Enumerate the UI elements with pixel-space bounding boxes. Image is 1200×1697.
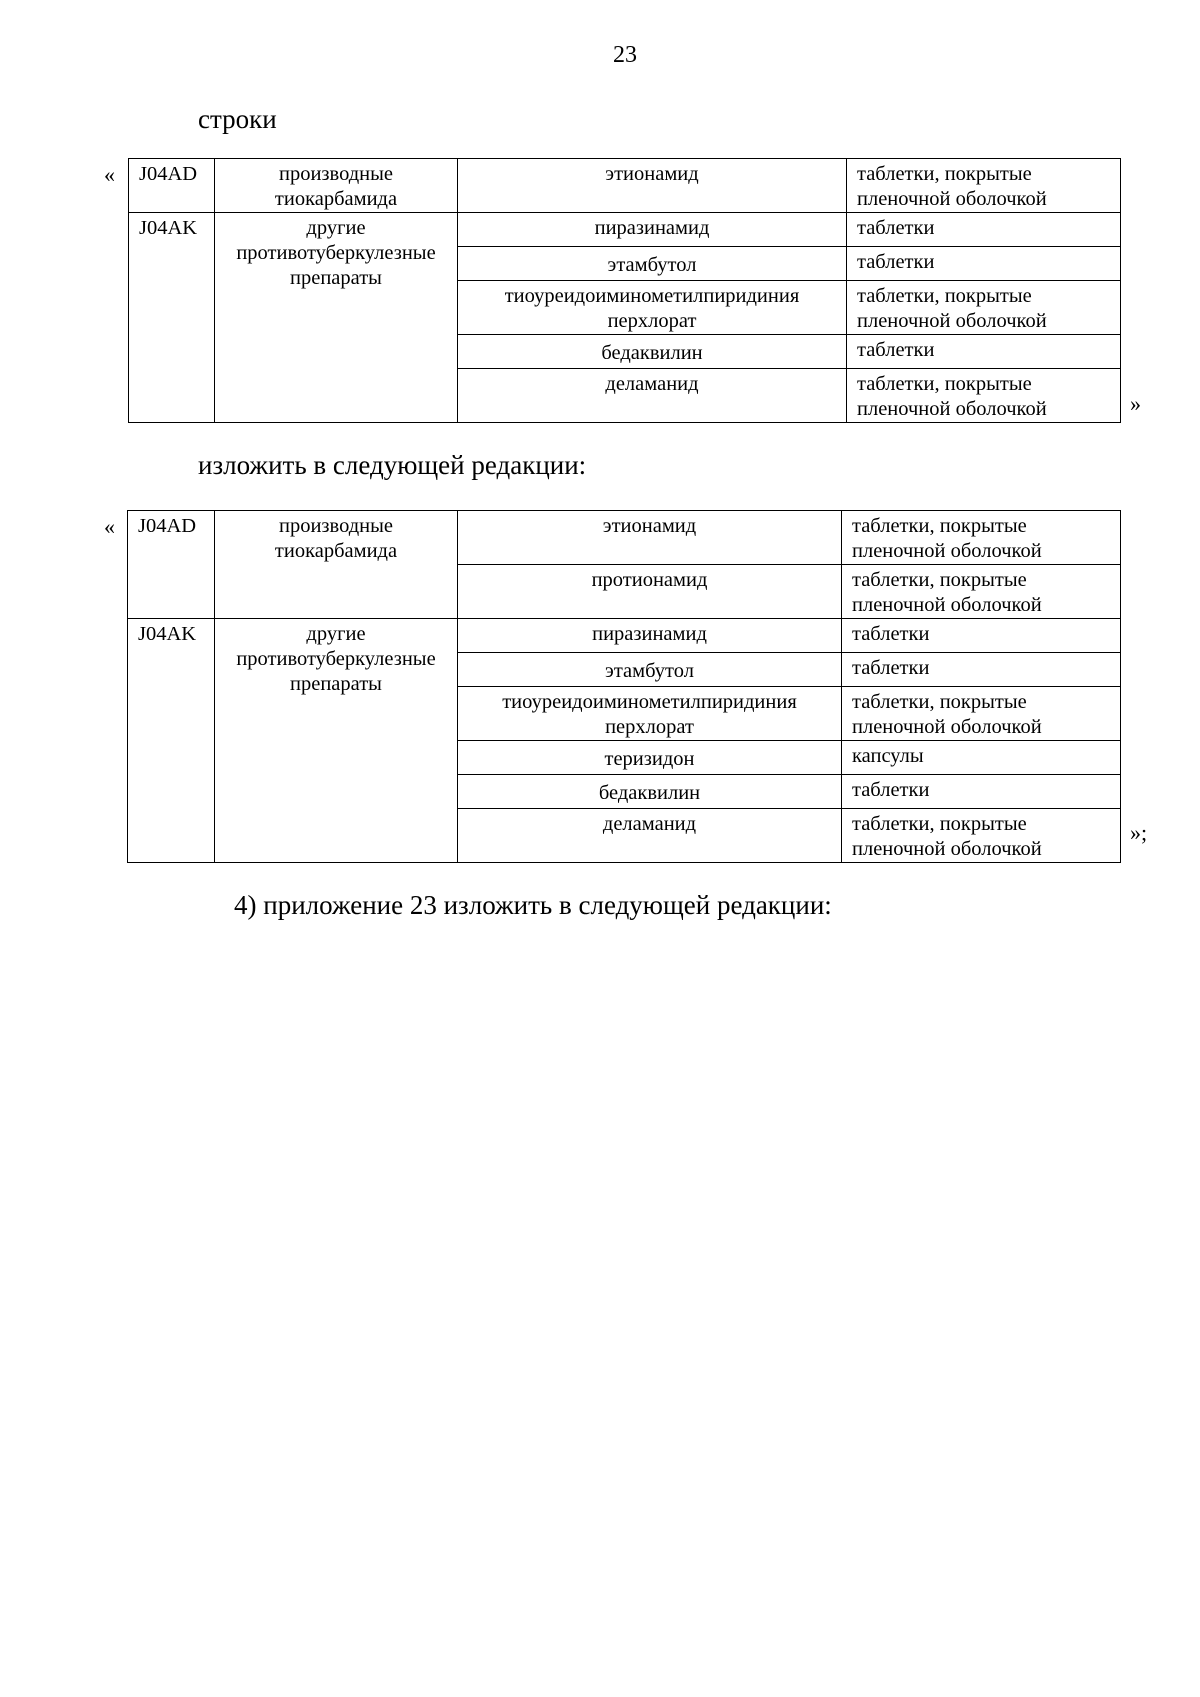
drug-name-cell: [458, 511, 842, 565]
table-row: [129, 213, 1121, 247]
middle-text: изложить в следующей редакции:: [198, 450, 587, 480]
dosage-form-line: таблетки, покрытые: [852, 813, 1027, 835]
dosage-form-line: таблетки, покрытые: [857, 163, 1032, 185]
drug-name-cell: [458, 247, 847, 281]
table-new-edition: [127, 510, 1121, 863]
atc-group-line: тиокарбамида: [274, 540, 398, 562]
atc-group-cell: [215, 619, 458, 863]
atc-group-cell: [215, 511, 458, 619]
table2-open-quote: «: [104, 514, 115, 539]
atc-code-cell: J04AK: [128, 619, 215, 863]
drug-name-line: тиоуреидоиминометилпиридиния: [502, 691, 797, 713]
atc-group-line: производные: [278, 163, 393, 185]
dosage-form-cell: [847, 335, 1121, 369]
dosage-form-line: таблетки, покрытые: [857, 285, 1032, 307]
dosage-form-cell: [847, 213, 1121, 247]
drug-name-line: деламанид: [605, 373, 699, 395]
dosage-form-line: пленочной оболочкой: [852, 838, 1042, 860]
atc-group-line: производные: [278, 515, 393, 537]
drug-name-line: этамбутол: [605, 660, 694, 682]
atc-group-line: противотуберкулезные: [236, 648, 436, 670]
drug-name-cell: [458, 653, 842, 687]
drug-name-cell: [458, 213, 847, 247]
drug-name-line: бедаквилин: [601, 342, 703, 364]
atc-group-line: препараты: [290, 673, 382, 695]
drug-name-cell: [458, 281, 847, 335]
drug-name-line: теризидон: [604, 748, 695, 770]
table1-close-quote: »: [1130, 391, 1141, 416]
dosage-form-line: таблетки, покрытые: [857, 373, 1032, 395]
drug-name-line: бедаквилин: [598, 782, 701, 804]
drug-name-line: пиразинамид: [592, 623, 707, 645]
drug-name-line: перхлорат: [605, 716, 694, 738]
drug-name-line: этионамид: [605, 163, 699, 185]
intro-text: строки: [198, 104, 277, 134]
dosage-form-line: таблетки: [852, 657, 930, 679]
drug-name-cell: [458, 687, 842, 741]
drug-name-cell: [458, 369, 847, 423]
atc-code-cell: J04AK: [129, 213, 215, 423]
drug-name-line: перхлорат: [607, 310, 697, 332]
drug-name-line: протионамид: [591, 569, 708, 591]
table-old-edition: [128, 158, 1121, 423]
dosage-form-cell: [847, 281, 1121, 335]
dosage-form-line: таблетки, покрытые: [852, 691, 1027, 713]
drug-name-cell: [458, 619, 842, 653]
atc-group-cell: [215, 213, 458, 423]
dosage-form-line: таблетки: [852, 623, 930, 645]
dosage-form-line: таблетки: [852, 779, 930, 801]
dosage-form-line: пленочной оболочкой: [852, 540, 1042, 562]
drug-name-cell: [458, 159, 847, 213]
dosage-form-cell: [842, 775, 1121, 809]
dosage-form-line: пленочной оболочкой: [852, 716, 1042, 738]
final-text: 4) приложение 23 изложить в следующей редакции:: [234, 890, 832, 920]
drug-name-cell: [458, 335, 847, 369]
atc-group-line: другие: [306, 217, 366, 239]
atc-group-line: противотуберкулезные: [236, 242, 436, 264]
table-row: [128, 619, 1121, 653]
drug-name-line: пиразинамид: [594, 217, 710, 239]
drug-name-cell: [458, 741, 842, 775]
dosage-form-cell: [842, 511, 1121, 565]
dosage-form-line: пленочной оболочкой: [857, 310, 1047, 332]
dosage-form-cell: [847, 369, 1121, 423]
atc-group-line: тиокарбамида: [274, 188, 398, 210]
drug-name-line: тиоуреидоиминометилпиридиния: [504, 285, 800, 307]
atc-code-cell: J04AD: [129, 159, 215, 213]
table2-close-quote: »;: [1130, 820, 1148, 845]
dosage-form-line: таблетки, покрытые: [852, 569, 1027, 591]
dosage-form-line: пленочной оболочкой: [857, 188, 1047, 210]
dosage-form-cell: [842, 741, 1121, 775]
drug-name-cell: [458, 809, 842, 863]
drug-name-line: этамбутол: [607, 254, 697, 276]
drug-name-line: этионамид: [602, 515, 697, 537]
dosage-form-cell: [842, 687, 1121, 741]
page-number: 23: [613, 42, 637, 68]
dosage-form-line: пленочной оболочкой: [857, 398, 1047, 420]
dosage-form-line: таблетки: [857, 339, 935, 361]
dosage-form-line: пленочной оболочкой: [852, 594, 1042, 616]
dosage-form-cell: [842, 565, 1121, 619]
dosage-form-line: таблетки: [857, 251, 935, 273]
table-row: [128, 511, 1121, 565]
dosage-form-cell: [842, 619, 1121, 653]
dosage-form-line: таблетки: [857, 217, 935, 239]
drug-name-cell: [458, 565, 842, 619]
atc-group-line: препараты: [290, 267, 382, 289]
atc-group-line: другие: [306, 623, 366, 645]
atc-group-cell: [215, 159, 458, 213]
dosage-form-cell: [842, 809, 1121, 863]
dosage-form-cell: [847, 247, 1121, 281]
drug-name-line: деламанид: [602, 813, 697, 835]
dosage-form-cell: [842, 653, 1121, 687]
drug-name-cell: [458, 775, 842, 809]
table-row: [129, 159, 1121, 213]
dosage-form-cell: [847, 159, 1121, 213]
dosage-form-line: таблетки, покрытые: [852, 515, 1027, 537]
table1-open-quote: «: [104, 162, 115, 187]
dosage-form-line: капсулы: [852, 745, 924, 767]
atc-code-cell: J04AD: [128, 511, 215, 619]
